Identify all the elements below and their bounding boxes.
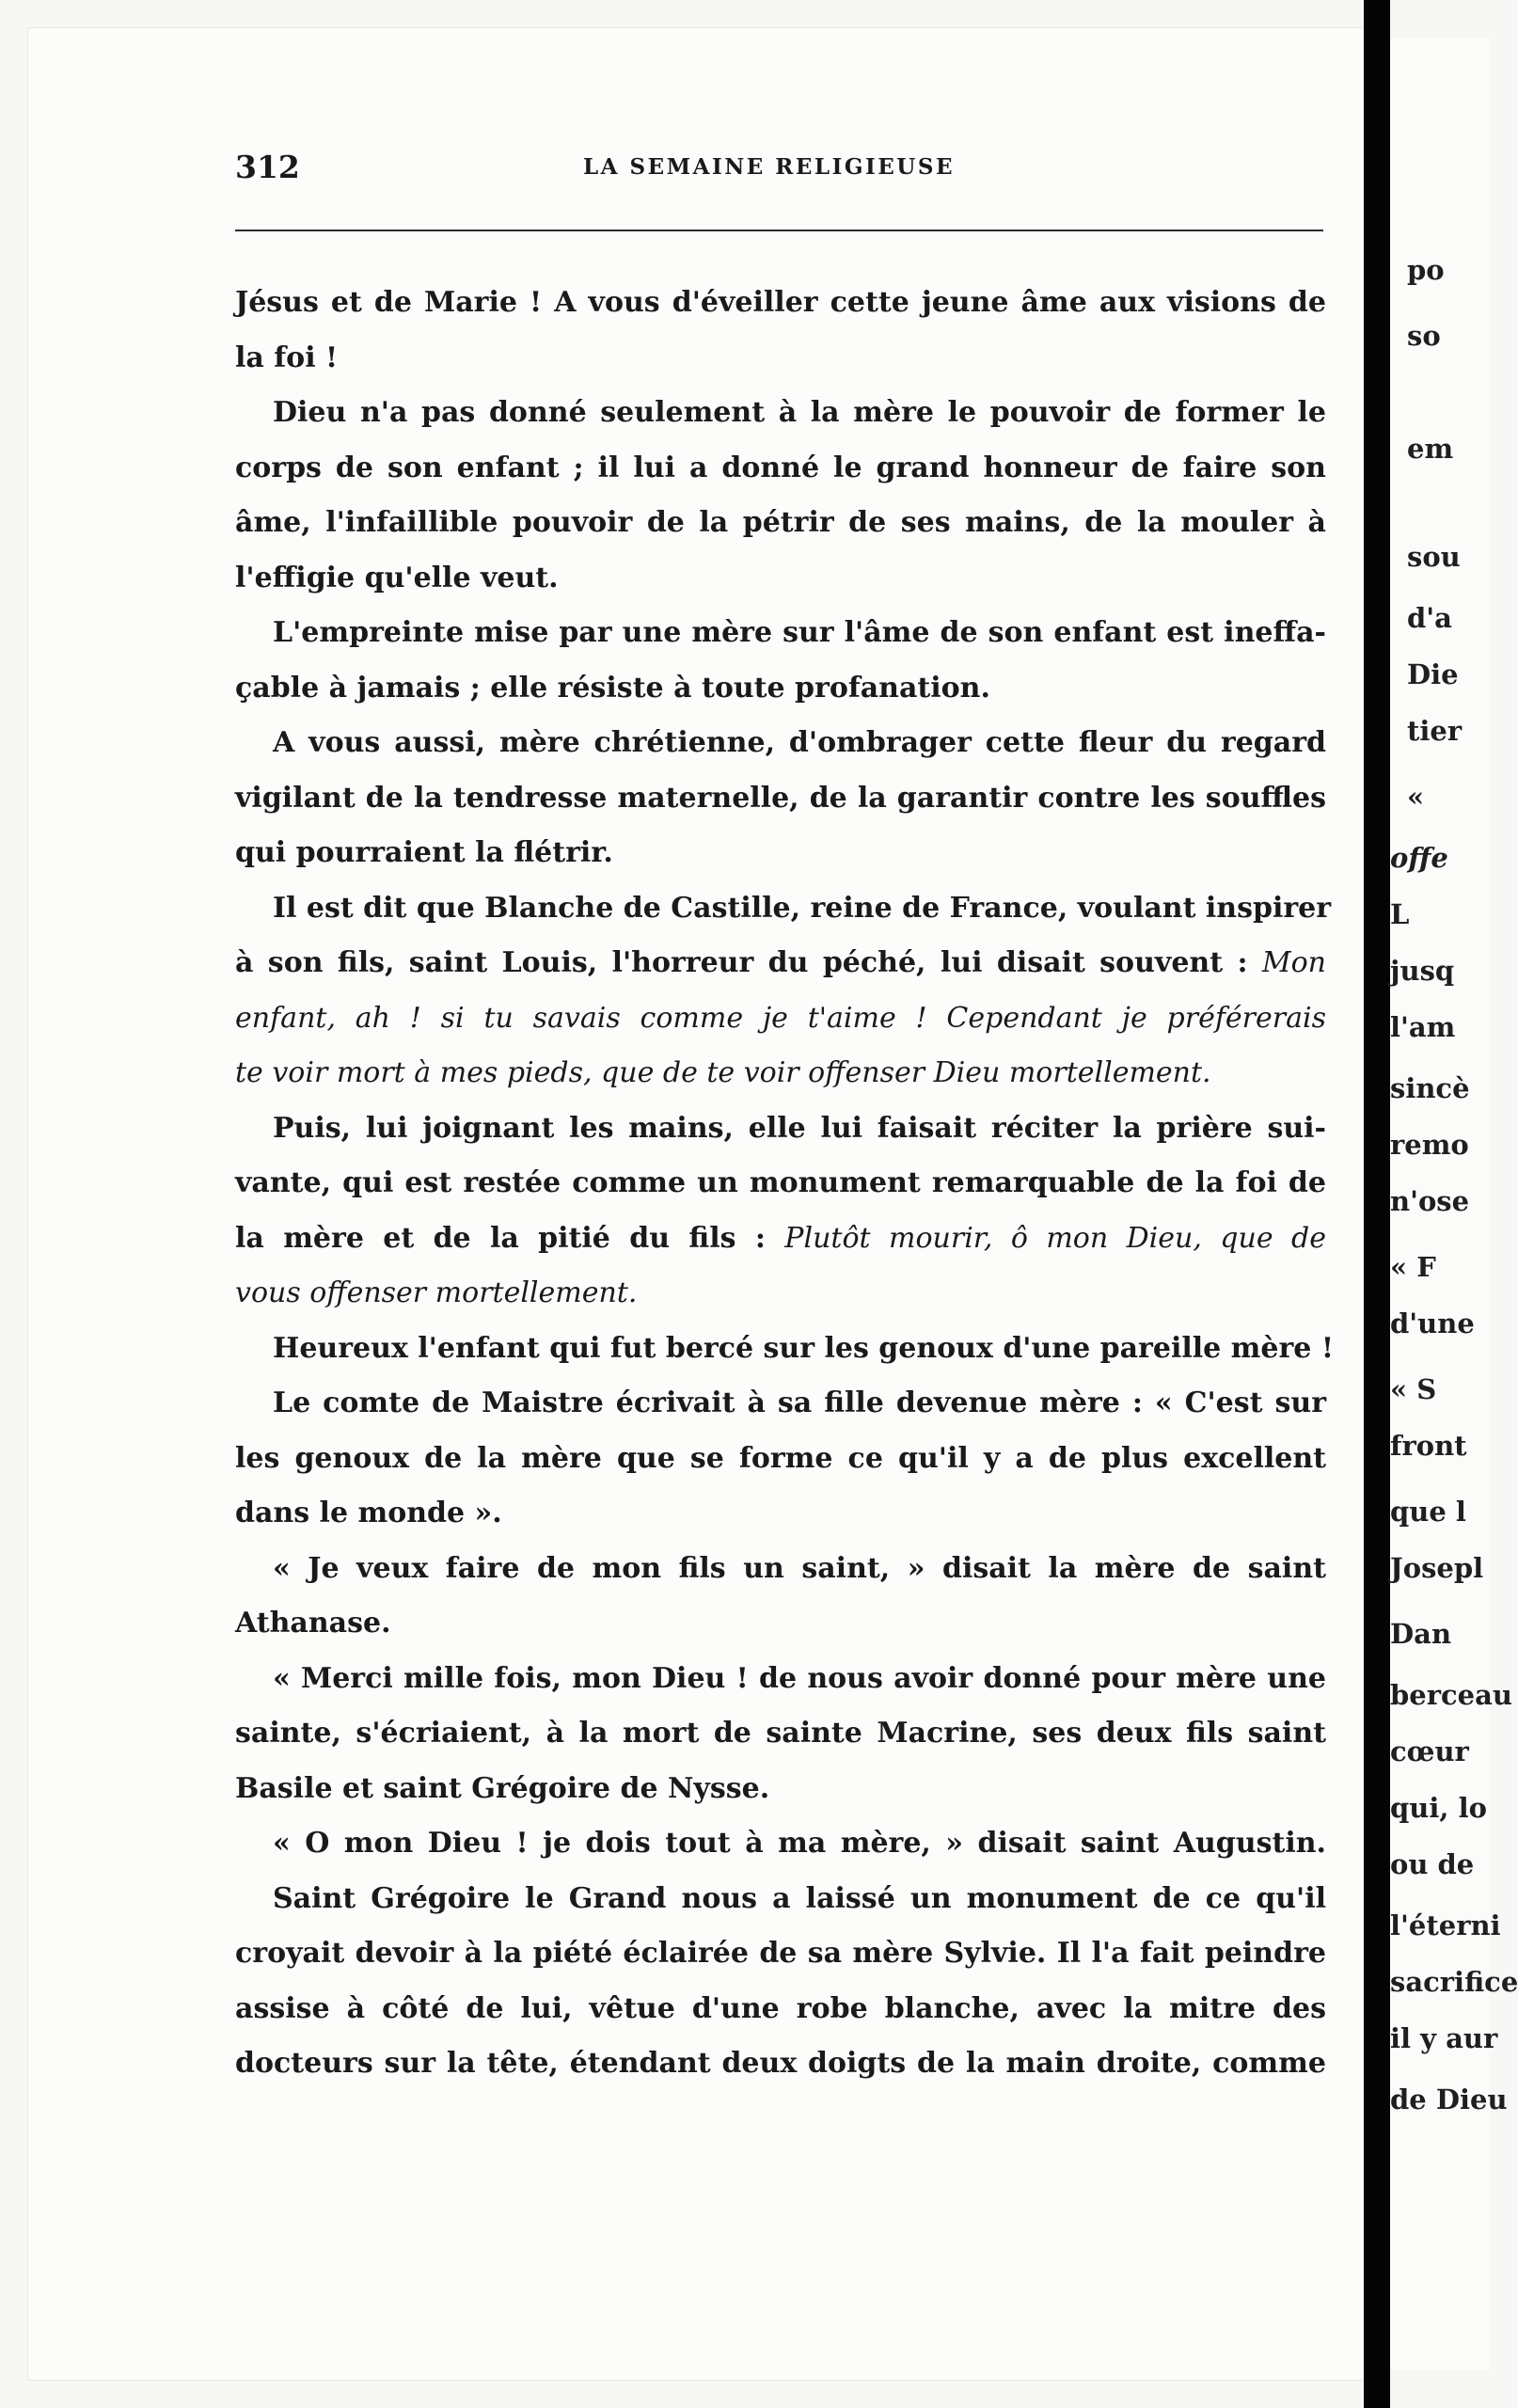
text-line: « O mon Dieu ! je dois tout à ma mère, » disait saint Augustin. — [273, 1827, 1326, 1860]
adjacent-page-fragment: front — [1390, 1430, 1467, 1462]
text-line: vigilant de la tendresse maternelle, de la garantir contre les souffles — [235, 781, 1326, 815]
text-line: assise à côté de lui, vêtue d'une robe blanche, avec la mitre des — [235, 1991, 1326, 2025]
adjacent-page-fragment: sincè — [1390, 1072, 1470, 1104]
adjacent-page-fragment: cœur — [1390, 1735, 1469, 1767]
text-line: sainte, s'écriaient, à la mort de sainte Macrine, ses deux fils saint — [235, 1717, 1326, 1750]
text-line: la foi ! — [235, 341, 339, 374]
text-line: docteurs sur la tête, étendant deux doigts de la main droite, comme — [235, 2047, 1326, 2080]
adjacent-page-fragment: sou — [1407, 541, 1461, 573]
adjacent-page-fragment: l'éterni — [1390, 1909, 1501, 1941]
text-line: Athanase. — [235, 1607, 391, 1640]
text-line: Saint Grégoire le Grand nous a laissé un monument de ce qu'il — [273, 1881, 1326, 1915]
page-header — [235, 149, 1326, 186]
text-line: A vous aussi, mère chrétienne, d'ombrager cette fleur du regard — [273, 726, 1326, 759]
adjacent-page-fragment: ou de — [1390, 1848, 1475, 1880]
text-line: Il est dit que Blanche de Castille, reine de France, voulant inspirer — [273, 891, 1332, 925]
adjacent-page-fragment: offe — [1390, 842, 1448, 874]
adjacent-page-fragment: « F — [1390, 1251, 1436, 1283]
adjacent-page-fragment: remo — [1390, 1129, 1469, 1161]
adjacent-page-fragment: que l — [1390, 1496, 1466, 1528]
adjacent-page-fragment: em — [1407, 433, 1454, 465]
text-line: « Je veux faire de mon fils un saint, » disait la mère de saint — [273, 1551, 1326, 1585]
adjacent-page-fragment: d'a — [1407, 602, 1452, 634]
text-line: vante, qui est restée comme un monument remarquable de la foi de — [235, 1166, 1326, 1199]
text-line: « Merci mille fois, mon Dieu ! de nous avoir donné pour mère une — [273, 1661, 1326, 1695]
adjacent-page-fragment: sacrifice — [1390, 1966, 1518, 1998]
adjacent-page-fragment: berceau — [1390, 1679, 1512, 1711]
adjacent-page-fragment: d'une — [1390, 1307, 1475, 1339]
adjacent-page-fragment: tier — [1407, 715, 1463, 747]
adjacent-page-edge — [1390, 38, 1518, 2370]
adjacent-page-fragment: po — [1407, 254, 1445, 286]
text-line: dans le monde ». — [235, 1497, 502, 1529]
adjacent-page-fragment: jusq — [1390, 955, 1455, 987]
text-line: la mère et de la pitié du fils : Plutôt mourir, ô mon Dieu, que de — [235, 1221, 1326, 1255]
adjacent-page-fragment: l'am — [1390, 1011, 1456, 1043]
text-line: vous offenser mortellement. — [235, 1276, 638, 1309]
adjacent-page-fragment: so — [1407, 320, 1441, 352]
adjacent-page-fragment: Josepl — [1390, 1552, 1484, 1584]
page-number: 312 — [235, 149, 300, 185]
adjacent-page-fragment: L — [1390, 898, 1410, 930]
adjacent-page-fragment: « S — [1390, 1373, 1437, 1405]
adjacent-page-fragment: il y aur — [1390, 2022, 1498, 2054]
text-line: Puis, lui joignant les mains, elle lui faisait réciter la prière sui- — [273, 1111, 1326, 1145]
text-line: croyait devoir à la piété éclairée de sa mère Sylvie. Il l'a fait peindre — [235, 1937, 1326, 1970]
text-line: Heureux l'enfant qui fut bercé sur les genoux d'une pareille mère ! — [273, 1331, 1335, 1365]
text-line: qui pourraient la flétrir. — [235, 836, 613, 869]
adjacent-page-fragment: n'ose — [1390, 1185, 1470, 1217]
adjacent-page-fragment: « — [1407, 781, 1425, 813]
body-text — [235, 276, 1335, 2092]
page-gutter — [1364, 0, 1390, 2408]
text-line: Jésus et de Marie ! A vous d'éveiller cette jeune âme aux visions de — [235, 286, 1326, 319]
running-title: LA SEMAINE RELIGIEUSE — [583, 154, 955, 180]
text-line: les genoux de la mère que se forme ce qu'il y a de plus excellent — [235, 1441, 1326, 1475]
text-line: enfant, ah ! si tu savais comme je t'aime ! Cependant je préférerais — [235, 1001, 1326, 1035]
text-line: à son fils, saint Louis, l'horreur du péché, lui disait souvent : Mon — [235, 946, 1326, 979]
text-line: te voir mort à mes pieds, que de te voir offenser Dieu mortellement. — [235, 1056, 1211, 1089]
adjacent-page-fragment: de Dieu — [1390, 2083, 1508, 2115]
adjacent-page-fragment: Die — [1407, 658, 1459, 690]
header-rule — [235, 230, 1323, 231]
text-line: çable à jamais ; elle résiste à toute profanation. — [235, 671, 990, 705]
adjacent-page-fragment: Dan — [1390, 1618, 1452, 1650]
text-line: âme, l'infaillible pouvoir de la pétrir de ses mains, de la mouler à — [235, 506, 1326, 539]
text-line: Basile et saint Grégoire de Nysse. — [235, 1771, 770, 1805]
text-line: Dieu n'a pas donné seulement à la mère le pouvoir de former le — [273, 396, 1326, 429]
text-line: l'effigie qu'elle veut. — [235, 561, 559, 594]
text-line: Le comte de Maistre écrivait à sa fille devenue mère : « C'est sur — [273, 1386, 1326, 1419]
text-line: L'empreinte mise par une mère sur l'âme de son enfant est ineffa- — [273, 616, 1326, 649]
adjacent-page-fragment: qui, lo — [1390, 1792, 1487, 1824]
text-line: corps de son enfant ; il lui a donné le grand honneur de faire son — [235, 451, 1326, 484]
